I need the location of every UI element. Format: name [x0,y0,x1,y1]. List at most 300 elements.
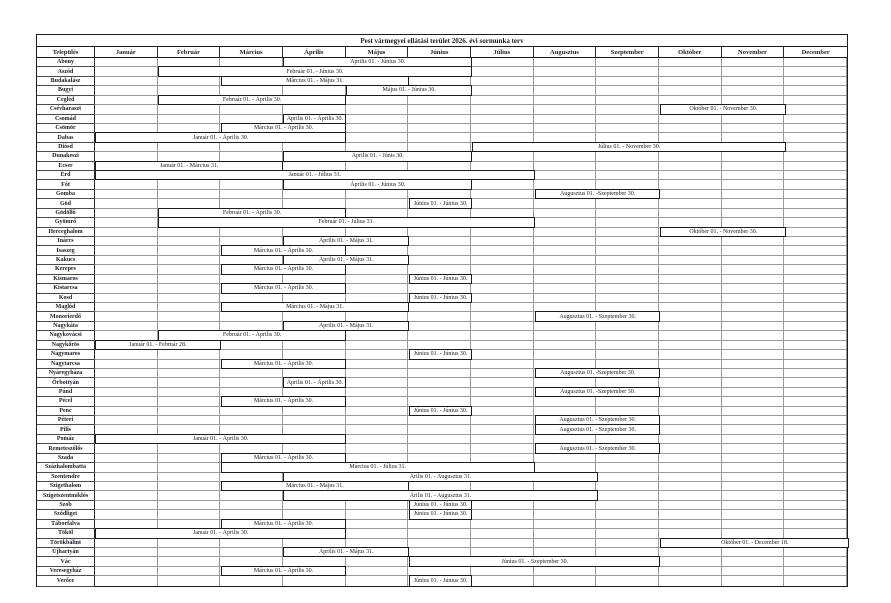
month-cell [659,407,722,415]
month-cell [408,331,471,339]
month-cell [659,416,722,424]
month-cell [220,539,283,547]
table-row [37,115,847,124]
month-cell [158,199,221,207]
month-cell [220,576,283,585]
month-cell [283,199,346,207]
schedule-bar [409,575,472,586]
month-cell [158,275,221,283]
month-cell [659,67,722,75]
schedule-bar [409,198,472,208]
month-cell [471,86,534,94]
month-cell [95,510,158,518]
month-cell [471,520,534,528]
month-cell [220,341,283,349]
month-cell [596,435,659,443]
schedule-bar-label: Április 01. - Június 30. [350,59,406,66]
table-row [37,312,847,321]
table-row [37,180,847,189]
month-cell [346,444,409,452]
month-cell [596,275,659,283]
schedule-bar [221,264,347,274]
month-cell [220,510,283,518]
month-cell [158,58,221,66]
month-cell [408,454,471,462]
month-cell [596,529,659,537]
month-cell [722,388,785,396]
month-cell [722,444,785,452]
schedule-bar-label: Március 01. - Április 30. [253,520,314,527]
month-cell [784,294,847,302]
month-cell [408,246,471,254]
month-cell [784,275,847,283]
month-cell [95,246,158,254]
settlement-name: Tököl [37,529,95,537]
month-cell [659,482,722,490]
column-header-month: Április [283,47,346,57]
month-cell [158,303,221,311]
settlement-name: Táborfalva [37,520,95,528]
settlement-name: Cegléd [37,96,95,104]
month-cell [534,105,597,113]
month-cell [408,425,471,433]
month-cell [95,143,158,151]
month-cell [784,322,847,330]
month-cell [596,482,659,490]
month-cell [471,435,534,443]
settlement-name: Gyömrő [37,218,95,226]
month-cell [471,322,534,330]
month-cell [346,454,409,462]
month-cell [784,86,847,94]
month-cell [659,133,722,141]
schedule-bar-label: Június 01. - Szeptember 30. [501,558,569,565]
schedule-bar [535,311,661,321]
schedule-bar-label: Január 01. - Július 31. [288,172,342,179]
month-cell [408,341,471,349]
month-cell [784,256,847,264]
month-cell [158,322,221,330]
settlement-name: Péteri [37,416,95,424]
month-cell [722,378,785,386]
month-cell [283,228,346,236]
month-cell [659,265,722,273]
month-cell [534,454,597,462]
month-cell [346,124,409,132]
month-cell [408,369,471,377]
settlement-name: Nagykőrös [37,341,95,349]
schedule-bar [535,387,661,397]
month-cell [784,388,847,396]
month-cell [784,435,847,443]
month-cell [534,435,597,443]
schedule-bar [283,179,471,189]
month-cell [471,567,534,575]
month-cell [722,96,785,104]
schedule-bar-label: Június 01. - Június 30. [413,502,468,509]
month-cell [784,312,847,320]
month-cell [784,162,847,170]
month-cell [346,397,409,405]
schedule-bar-label: Március 01. - Július 31. [349,464,407,471]
schedule-bar [158,217,535,227]
settlement-name: Verőce [37,576,95,585]
month-cell [722,501,785,509]
month-cell [784,416,847,424]
month-cell [158,501,221,509]
month-cell [784,209,847,217]
table-row [37,473,847,482]
month-cell [158,425,221,433]
month-cell [158,105,221,113]
month-cell [95,105,158,113]
month-cell [95,180,158,188]
month-cell [722,473,785,481]
month-cell [220,378,283,386]
month-cell [220,312,283,320]
month-cell [722,209,785,217]
month-cell [283,576,346,585]
schedule-bar-label: Január 01. - Március 31. [160,162,219,169]
schedule-bar [660,104,786,114]
month-cell [408,435,471,443]
settlement-name: Vác [37,557,95,565]
month-cell [596,77,659,85]
month-cell [534,463,597,471]
month-cell [95,473,158,481]
month-cell [95,294,158,302]
month-cell [220,115,283,123]
schedule-bar [535,424,661,434]
settlement-name: Fót [37,180,95,188]
month-cell [408,388,471,396]
settlement-name: Csömör [37,124,95,132]
settlement-name: Inárcs [37,237,95,245]
month-cell [408,96,471,104]
month-cell [408,312,471,320]
month-cell [95,237,158,245]
month-cell [659,124,722,132]
month-cell [471,246,534,254]
schedule-bar [221,359,347,369]
month-cell [408,237,471,245]
month-cell [158,115,221,123]
month-cell [346,190,409,198]
settlement-name: Pomáz [37,435,95,443]
month-cell [596,397,659,405]
month-cell [95,444,158,452]
schedule-bar-label: Június 01. - Június 30. [413,511,468,518]
month-cell [534,162,597,170]
schedule-bar [283,377,346,387]
month-cell [408,360,471,368]
month-cell [95,350,158,358]
month-cell [784,557,847,565]
month-cell [471,275,534,283]
month-cell [95,416,158,424]
month-cell [534,350,597,358]
month-cell [596,501,659,509]
month-cell [408,548,471,556]
month-cell [722,331,785,339]
month-cell [659,152,722,160]
month-cell [596,162,659,170]
month-cell [596,463,659,471]
month-cell [596,520,659,528]
month-cell [534,378,597,386]
settlement-name: Szentendre [37,473,95,481]
month-cell [659,397,722,405]
month-cell [534,199,597,207]
month-cell [408,416,471,424]
settlement-name: Ecser [37,162,95,170]
month-cell [95,501,158,509]
month-cell [722,322,785,330]
settlement-name: Pilis [37,425,95,433]
month-cell [95,284,158,292]
month-cell [95,407,158,415]
month-cell [408,228,471,236]
table-row [37,67,847,76]
month-cell [659,312,722,320]
month-cell [408,303,471,311]
month-cell [596,284,659,292]
month-cell [95,491,158,499]
month-cell [158,388,221,396]
month-cell [659,576,722,585]
schedule-bar-label: Április 01. - Április 30. [286,379,344,386]
month-cell [283,162,346,170]
settlement-name: Kismaros [37,275,95,283]
month-cell [158,567,221,575]
settlement-name: Dabas [37,133,95,141]
month-cell [784,425,847,433]
schedule-bar [409,556,660,566]
schedule-bar-label: Március 01. - Április 30. [253,266,314,273]
month-cell [346,388,409,396]
month-cell [534,209,597,217]
month-cell [220,294,283,302]
month-cell [784,190,847,198]
schedule-bar-label: Február 01. - Április 30. [222,332,282,339]
month-cell [408,133,471,141]
settlement-name: Őrbottyán [37,378,95,386]
schedule-bar [221,396,347,406]
month-cell [158,143,221,151]
month-cell [534,397,597,405]
month-cell [471,548,534,556]
month-cell [346,265,409,273]
month-cell [784,246,847,254]
month-cell [784,501,847,509]
schedule-bar-label: Június 01. - Június 30. [413,275,468,282]
settlement-name: Szada [37,454,95,462]
month-cell [158,124,221,132]
month-cell [784,529,847,537]
month-cell [784,303,847,311]
schedule-bar-label: Augusztus 01. - Szeptember 30. [559,313,636,320]
month-cell [346,133,409,141]
month-cell [346,369,409,377]
month-cell [408,124,471,132]
table-row [37,360,847,369]
schedule-bar-label: Október 01. - December 18. [721,539,789,546]
month-cell [158,152,221,160]
month-cell [346,209,409,217]
month-cell [596,378,659,386]
schedule-bar-label: Augusztus 01. - Szeptember 30. [559,426,636,433]
month-cell [722,190,785,198]
month-cell [283,105,346,113]
settlement-name: Remeteszőlős [37,444,95,452]
column-header-month: December [801,48,830,56]
month-cell [659,444,722,452]
month-cell [722,124,785,132]
month-cell [283,294,346,302]
month-cell [158,284,221,292]
month-cell [95,557,158,565]
schedule-bar-label: Február 01. - Április 30. [222,209,282,216]
month-cell [722,463,785,471]
schedule-bar-label: Február 01. - Június 30. [286,68,344,75]
schedule-bar [409,406,472,416]
column-header-settlement: Település [37,47,95,57]
month-cell [95,576,158,585]
month-cell [534,510,597,518]
month-cell [722,407,785,415]
month-cell [471,67,534,75]
month-cell [659,529,722,537]
month-cell [534,124,597,132]
month-cell [408,143,471,151]
month-cell [596,58,659,66]
month-cell [158,256,221,264]
month-cell [722,86,785,94]
month-cell [408,567,471,575]
column-header-month: November [722,47,785,57]
month-cell [220,105,283,113]
month-cell [784,77,847,85]
month-cell [534,228,597,236]
settlement-name: Herceghalom [37,228,95,236]
month-cell [534,77,597,85]
month-cell [659,199,722,207]
month-cell [722,435,785,443]
month-cell [346,520,409,528]
month-cell [784,444,847,452]
month-cell [596,105,659,113]
settlement-name: Szigethalom [37,482,95,490]
month-cell [596,473,659,481]
month-cell [659,171,722,179]
month-cell [471,378,534,386]
month-cell [283,369,346,377]
month-cell [722,284,785,292]
month-cell [95,454,158,462]
month-cell [158,190,221,198]
schedule-bar-label: Március 01. - Május 31. [286,304,344,311]
month-cell [283,350,346,358]
month-cell [471,331,534,339]
month-cell [158,454,221,462]
settlement-name: Bugyi [37,86,95,94]
month-cell [158,77,221,85]
month-cell [283,407,346,415]
schedule-bar-label: Április 01. - Május 31. [318,257,374,264]
month-cell [722,529,785,537]
schedule-bar [221,283,347,293]
month-cell [220,557,283,565]
month-cell [471,341,534,349]
month-cell [534,180,597,188]
month-cell [346,435,409,443]
month-cell [596,360,659,368]
month-cell [659,190,722,198]
month-cell [346,510,409,518]
month-cell [722,180,785,188]
month-cell [534,303,597,311]
month-cell [659,491,722,499]
table-row [37,435,847,444]
month-cell [408,520,471,528]
month-cell [534,548,597,556]
month-cell [346,294,409,302]
schedule-body [37,58,847,586]
schedule-bar-label: Június 01. - Június 30. [413,200,468,207]
settlement-name: Sződliget [37,510,95,518]
month-cell [220,228,283,236]
month-cell [534,501,597,509]
month-cell [784,463,847,471]
month-cell [596,209,659,217]
month-cell [659,115,722,123]
month-cell [95,312,158,320]
settlement-name: Aszód [37,67,95,75]
month-cell [158,407,221,415]
month-cell [220,501,283,509]
month-cell [534,539,597,547]
month-cell [346,529,409,537]
month-cell [346,407,409,415]
table-row [37,557,847,566]
settlement-name: Monorierdő [37,312,95,320]
month-cell [158,180,221,188]
month-cell [596,218,659,226]
month-cell [471,425,534,433]
schedule-bar-label: Április 01. - Április 30. [286,115,344,122]
month-cell [158,539,221,547]
month-cell [784,180,847,188]
table-row [37,369,847,378]
month-cell [534,86,597,94]
month-cell [95,77,158,85]
month-cell [95,209,158,217]
schedule-bar-label: Március 01. - Április 30. [253,454,314,461]
month-cell [534,133,597,141]
month-cell [346,360,409,368]
table-row [37,350,847,359]
month-cell [346,416,409,424]
schedule-bar-label: Augusztus 01. - Szeptember 30. [559,417,636,424]
month-cell [659,548,722,556]
month-cell [659,86,722,94]
month-cell [95,322,158,330]
month-cell [471,482,534,490]
schedule-bar-label: Március 01. - Április 30. [253,247,314,254]
month-cell [534,576,597,585]
settlement-name: Szob [37,501,95,509]
month-cell [408,256,471,264]
